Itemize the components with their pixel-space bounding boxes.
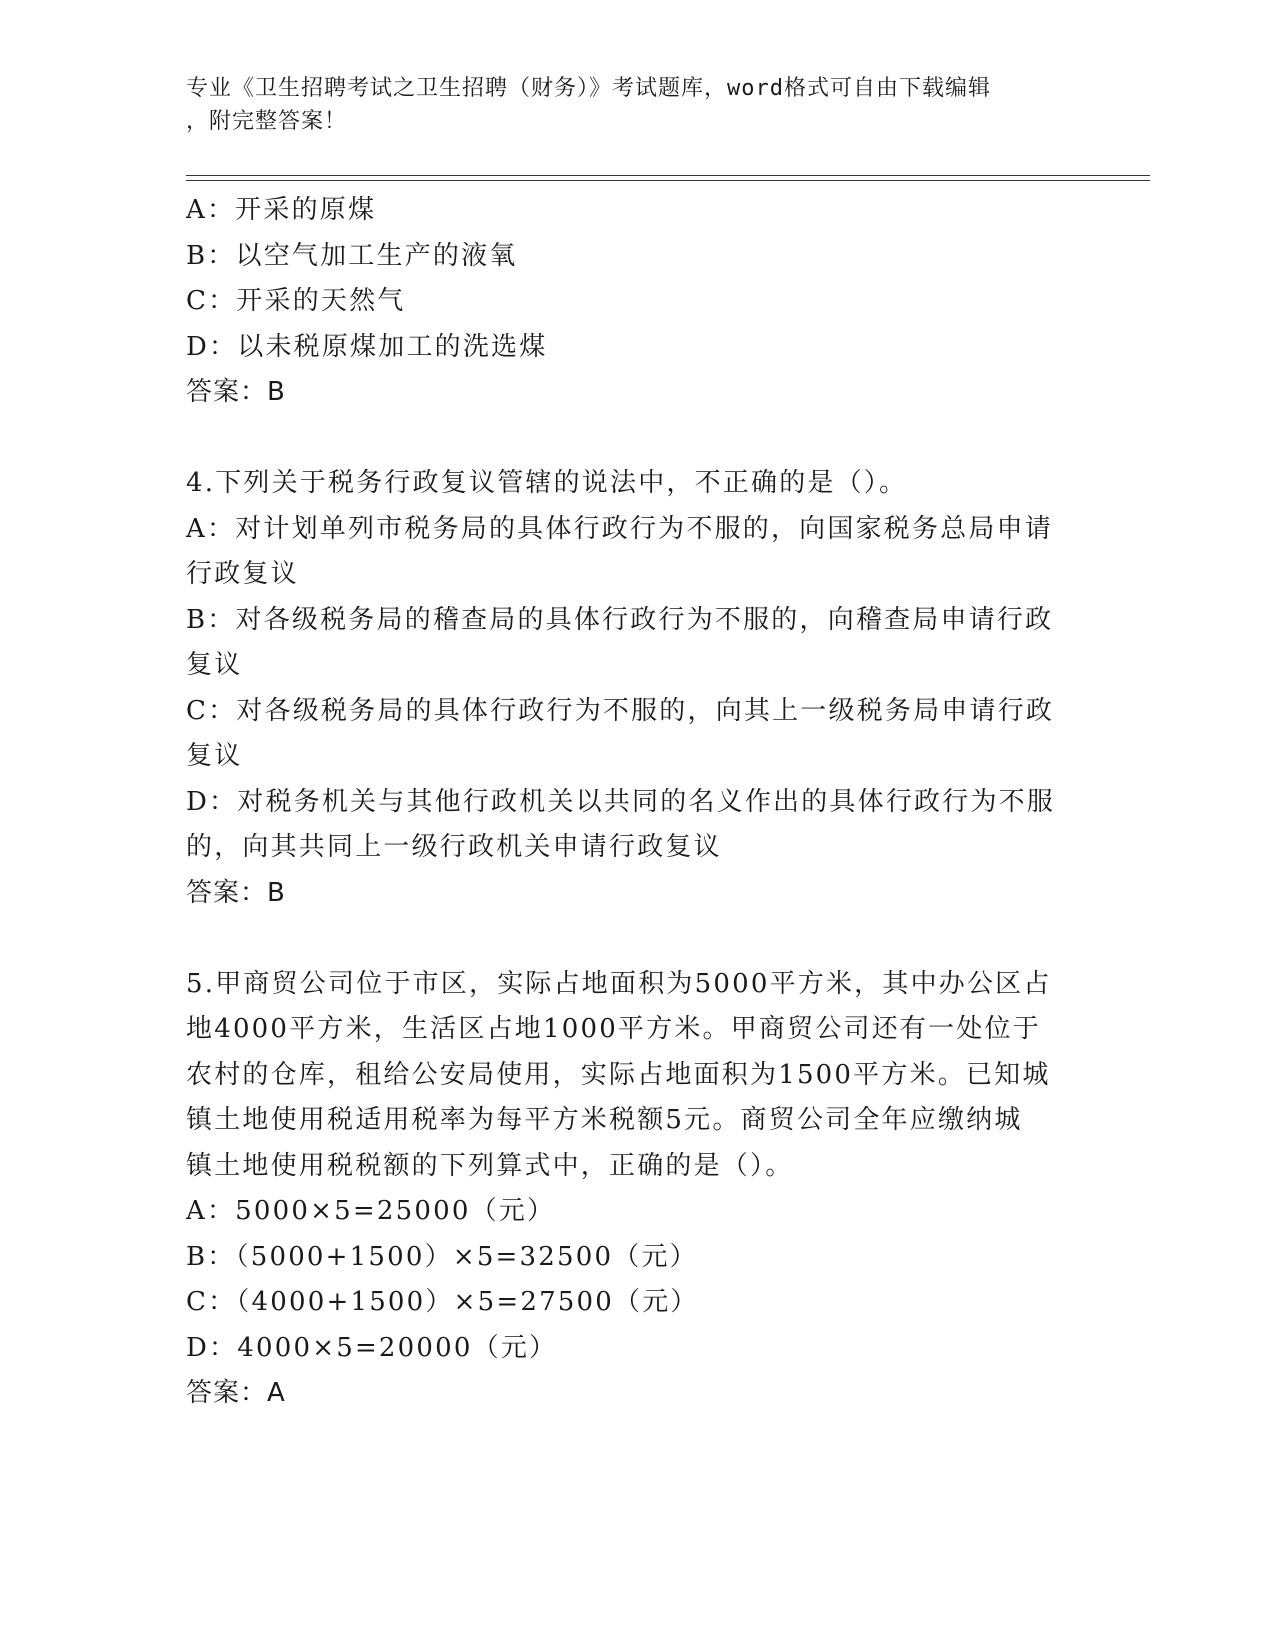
option-b-cont: 复议 xyxy=(186,650,243,680)
option-a: A：5000×5=25000（元） xyxy=(186,1196,556,1226)
option-a-cont: 行政复议 xyxy=(186,559,299,589)
question-stem-line-2: 地4000平方米，生活区占地1000平方米。甲商贸公司还有一处位于 xyxy=(186,1014,1041,1044)
question-4 xyxy=(186,461,1076,916)
question-stem-line-5: 镇土地使用税税额的下列算式中，正确的是（）。 xyxy=(186,1150,794,1181)
spacer xyxy=(186,416,1076,462)
option-d: D：对税务机关与其他行政机关以共同的名义作出的具体行政行为不服 xyxy=(186,786,1056,817)
header-divider-bottom xyxy=(186,180,1150,181)
option-d-cont: 的，向其共同上一级行政机关申请行政复议 xyxy=(186,832,722,862)
option-b: B：以空气加工生产的液氧 xyxy=(186,240,518,271)
option-c: C：对各级税务局的具体行政行为不服的，向其上一级税务局申请行政 xyxy=(186,695,1055,726)
question-stem: 4.下列关于税务行政复议管辖的说法中，不正确的是（）。 xyxy=(186,468,908,498)
option-c-cont: 复议 xyxy=(186,741,243,771)
option-c: C：（4000+1500）×5=27500（元） xyxy=(186,1287,699,1317)
option-a: A：开采的原煤 xyxy=(186,195,377,225)
option-d: D：以未税原煤加工的洗选煤 xyxy=(186,331,548,362)
header-line-1: 专业《卫生招聘考试之卫生招聘（财务）》考试题库，word格式可自由下载编辑 xyxy=(186,76,991,101)
option-b: B：（5000+1500）×5=32500（元） xyxy=(186,1241,698,1272)
question-stem-line-4: 镇土地使用税适用税率为每平方米税额5元。商贸公司全年应缴纳城 xyxy=(186,1105,1023,1135)
option-c: C：开采的天然气 xyxy=(186,286,406,316)
question-list xyxy=(186,188,1076,1417)
option-d: D：4000×5=20000（元） xyxy=(186,1332,558,1363)
option-b: B：对各级税务局的稽查局的具体行政行为不服的，向稽查局申请行政 xyxy=(186,604,1054,635)
answer-text: 答案：B xyxy=(186,377,286,407)
spacer xyxy=(186,916,1076,962)
question-stem-line-3: 农村的仓库，租给公安局使用，实际占地面积为1500平方米。已知城 xyxy=(186,1059,1051,1090)
answer-text: 答案：B xyxy=(186,877,286,908)
question-stem-line-1: 5.甲商贸公司位于市区，实际占地面积为5000平方米，其中办公区占 xyxy=(186,968,1052,999)
option-a: A：对计划单列市税务局的具体行政行为不服的，向国家税务总局申请 xyxy=(186,513,1053,544)
question-5 xyxy=(186,962,1076,1417)
document-header xyxy=(186,72,1086,138)
answer-text: 答案：A xyxy=(186,1378,286,1408)
question-3 xyxy=(186,188,1076,416)
header-line-2: ，附完整答案！ xyxy=(186,109,348,134)
header-divider-top xyxy=(186,175,1150,176)
